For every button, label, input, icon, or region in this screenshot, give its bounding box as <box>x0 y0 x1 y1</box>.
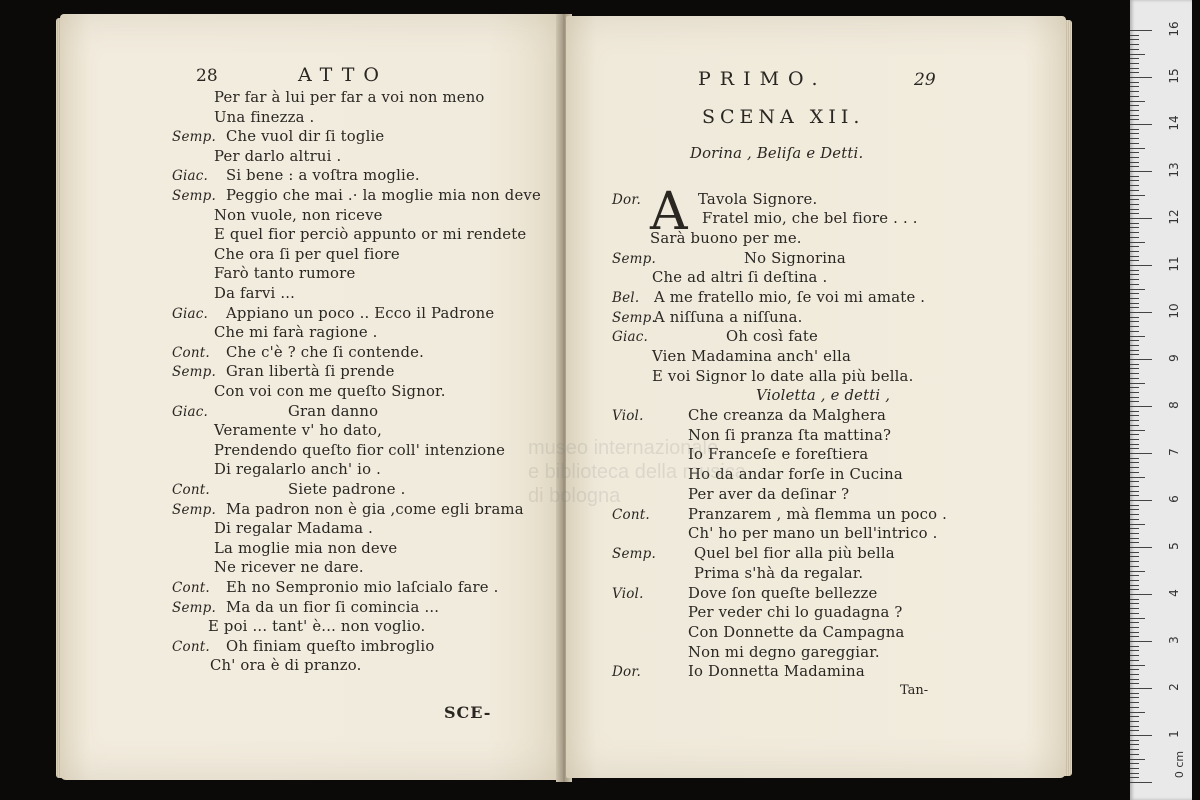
ruler-tick <box>1130 571 1145 572</box>
verse-line: Io Franceſe e foreſtiera <box>688 446 869 463</box>
ruler-number: 8 <box>1167 401 1181 409</box>
ruler-tick <box>1130 538 1139 539</box>
verse-line: Per darlo altrui . <box>214 147 342 165</box>
verse-line: Fratel mio, che bel fiore . . . <box>702 210 918 227</box>
ruler-tick <box>1130 415 1139 416</box>
ruler-tick <box>1130 721 1139 722</box>
ruler-tick <box>1130 528 1139 529</box>
ruler-tick <box>1130 260 1139 261</box>
speaker-label: Giac. <box>172 168 209 185</box>
ruler-tick <box>1130 481 1139 482</box>
ruler-tick <box>1130 467 1139 468</box>
ruler-tick <box>1130 176 1139 177</box>
ruler-tick <box>1130 462 1139 463</box>
ruler-tick <box>1130 665 1145 666</box>
verse-line: Quel bel fior alla più bella <box>694 545 895 562</box>
scene-characters: Dorina , Beliſa e Detti. <box>690 145 864 162</box>
ruler-tick <box>1130 650 1139 651</box>
ruler-tick <box>1130 58 1139 59</box>
verse-line: Ho da andar forſe in Cucina <box>688 466 903 483</box>
verse-line: Per far à lui per far a voi non meno <box>214 89 485 106</box>
ruler-tick <box>1130 613 1139 614</box>
speaker-label: Cont. <box>612 507 650 523</box>
speaker-label: Cont. <box>172 344 210 361</box>
ruler-tick <box>1130 368 1139 369</box>
verse-line: Non ſi pranza ſta mattina? <box>688 427 892 444</box>
verse-line: E voi Signor lo date alla più bella. <box>652 368 914 385</box>
ruler-tick <box>1130 608 1139 609</box>
ruler-tick <box>1130 759 1145 760</box>
watermark-line: e biblioteca della musica <box>528 461 746 483</box>
ruler-tick <box>1130 603 1139 604</box>
ruler-tick <box>1130 312 1152 313</box>
ruler-tick <box>1130 679 1139 680</box>
ruler-tick <box>1130 782 1152 783</box>
ruler-tick <box>1130 77 1152 78</box>
verse-line: Io Donnetta Madamina <box>688 663 865 680</box>
ruler-tick <box>1130 274 1139 275</box>
ruler-tick <box>1130 777 1139 778</box>
verse-line: Con voi con me queſto Signor. <box>214 383 446 400</box>
ruler-tick <box>1130 712 1145 713</box>
catchword-left: SCE- <box>444 703 492 722</box>
ruler-tick <box>1130 387 1139 388</box>
ruler-tick <box>1130 331 1139 332</box>
ruler-tick <box>1130 524 1145 525</box>
page-number-right: 29 <box>914 70 936 90</box>
ruler-tick <box>1130 486 1139 487</box>
ruler-tick <box>1130 420 1139 421</box>
ruler-tick <box>1130 91 1139 92</box>
verse-line: E poi ... tant' è... non voglio. <box>208 618 426 636</box>
ruler-tick <box>1130 82 1139 83</box>
ruler-tick <box>1130 115 1139 116</box>
ruler-tick <box>1130 232 1139 233</box>
ruler-tick <box>1130 209 1139 210</box>
ruler-tick <box>1130 411 1139 412</box>
verse-line: Tavola Signore. <box>698 191 818 208</box>
ruler-tick <box>1130 397 1139 398</box>
ruler-tick <box>1130 72 1139 73</box>
ruler-tick <box>1130 129 1139 130</box>
verse-line: Da farvi ... <box>214 285 296 302</box>
ruler-tick <box>1130 256 1139 257</box>
ruler-number: 13 <box>1167 162 1181 178</box>
ruler-tick <box>1130 491 1139 492</box>
verse-line: Ma padron non è gia ,come egli brama <box>226 500 524 518</box>
ruler-tick <box>1130 505 1139 506</box>
speaker-label: Cont. <box>172 638 210 655</box>
ruler-tick <box>1130 345 1139 346</box>
ruler-tick <box>1130 218 1152 219</box>
ruler-tick <box>1130 589 1139 590</box>
ruler-tick <box>1130 336 1145 337</box>
ruler-number: 12 <box>1167 209 1181 225</box>
ruler-tick <box>1130 425 1139 426</box>
ruler-tick <box>1130 383 1145 384</box>
speaker-label: Giac. <box>172 305 209 322</box>
ruler-tick <box>1130 63 1139 64</box>
ruler-tick <box>1130 270 1139 271</box>
ruler-tick <box>1130 594 1152 595</box>
ruler-tick <box>1130 317 1139 318</box>
ruler-tick <box>1130 726 1139 727</box>
ruler-tick <box>1130 378 1139 379</box>
ruler-tick <box>1130 636 1139 637</box>
verse-line: Oh finiam queſto imbroglio <box>226 637 435 655</box>
verse-line: Violetta , e detti , <box>756 387 891 404</box>
verse-line: La moglie mia non deve <box>214 539 398 557</box>
ruler-number: 7 <box>1167 448 1181 456</box>
ruler-tick <box>1130 326 1139 327</box>
ruler-tick <box>1130 195 1145 196</box>
verse-line: Sarà buono per me. <box>650 230 802 247</box>
ruler-tick <box>1130 49 1139 50</box>
ruler-tick <box>1130 96 1139 97</box>
ruler-tick <box>1130 148 1145 149</box>
ruler-tick <box>1130 641 1152 642</box>
ruler-tick <box>1130 716 1139 717</box>
speaker-label: Dor. <box>612 664 642 680</box>
ruler-tick <box>1130 289 1145 290</box>
ruler-tick <box>1130 646 1139 647</box>
ruler-tick <box>1130 509 1139 510</box>
measurement-ruler <box>1130 0 1192 800</box>
ruler-tick <box>1130 697 1139 698</box>
ruler-number: 11 <box>1167 256 1181 272</box>
ruler-tick <box>1130 566 1139 567</box>
speaker-label: Dor. <box>612 192 642 208</box>
ruler-tick <box>1130 54 1145 55</box>
ruler-tick <box>1130 68 1139 69</box>
verse-line: Ch' ho per mano un bell'intrico . <box>688 525 938 542</box>
ruler-tick <box>1130 627 1139 628</box>
ruler-tick <box>1130 321 1139 322</box>
ruler-tick <box>1130 242 1145 243</box>
ruler-tick <box>1130 472 1139 473</box>
verse-line: No Signorina <box>744 250 846 267</box>
verse-line: Eh no Sempronio mio laſcialo fare . <box>226 579 499 596</box>
ruler-number: 1 <box>1167 730 1181 738</box>
ruler-tick <box>1130 434 1139 435</box>
ruler-number: 9 <box>1167 354 1181 362</box>
verse-line: Non vuole, non riceve <box>214 206 383 224</box>
speaker-label: Semp. <box>172 501 216 518</box>
verse-line: Una finezza . <box>214 108 315 126</box>
verse-line: Con Donnette da Campagna <box>688 624 905 641</box>
ruler-tick <box>1130 763 1139 764</box>
ruler-tick <box>1130 655 1139 656</box>
verse-line: Gran danno <box>288 402 379 420</box>
ruler-tick <box>1130 580 1139 581</box>
ruler-tick <box>1130 35 1139 36</box>
ruler-tick <box>1130 688 1152 689</box>
ruler-tick <box>1130 223 1139 224</box>
verse-line: Veramente v' ho dato, <box>214 422 383 440</box>
ruler-tick <box>1130 392 1139 393</box>
ruler-tick <box>1130 251 1139 252</box>
ruler-tick <box>1130 227 1139 228</box>
ruler-tick <box>1130 166 1139 167</box>
verse-line: Gran libertà ſi prende <box>226 363 395 381</box>
ruler-tick <box>1130 533 1139 534</box>
ruler-tick <box>1130 265 1152 266</box>
ruler-tick <box>1130 298 1139 299</box>
ruler-tick <box>1130 754 1139 755</box>
ruler-tick <box>1130 204 1139 205</box>
ruler-tick <box>1130 44 1139 45</box>
running-head-right: PRIMO. <box>698 68 827 90</box>
verse-line: Che ora ſi per quel fiore <box>214 245 400 263</box>
ruler-tick <box>1130 453 1152 454</box>
ruler-tick <box>1130 660 1139 661</box>
ruler-tick <box>1130 401 1139 402</box>
ruler-tick <box>1130 547 1152 548</box>
verse-line: Prendendo queſto fior coll' intenzione <box>214 441 506 459</box>
ruler-number: 10 <box>1167 303 1181 319</box>
verse-line: Farò tanto rumore <box>214 265 356 283</box>
ruler-tick <box>1130 39 1139 40</box>
verse-line: Che creanza da Malghera <box>688 407 887 424</box>
ruler-tick <box>1130 157 1139 158</box>
ruler-tick <box>1130 707 1139 708</box>
ruler-tick <box>1130 213 1139 214</box>
ruler-tick <box>1130 152 1139 153</box>
ruler-tick <box>1130 585 1139 586</box>
ruler-tick <box>1130 406 1152 407</box>
ruler-tick <box>1130 190 1139 191</box>
ruler-tick <box>1130 552 1139 553</box>
speaker-label: Semp. <box>612 310 656 326</box>
ruler-number: 16 <box>1167 21 1181 37</box>
verse-line: Per aver da deſinar ? <box>688 486 850 503</box>
ruler-tick <box>1130 448 1139 449</box>
ruler-tick <box>1130 439 1139 440</box>
ruler-tick <box>1130 477 1145 478</box>
ruler-tick <box>1130 599 1139 600</box>
verse-line: Per veder chi lo guadagna ? <box>688 604 903 621</box>
ruler-tick <box>1130 683 1139 684</box>
ruler-tick <box>1130 693 1139 694</box>
right-page <box>566 16 1066 778</box>
speaker-label: Semp. <box>612 546 656 562</box>
left-page <box>60 14 563 780</box>
verse-line: Che c'è ? che ſi contende. <box>226 343 425 361</box>
ruler-tick <box>1130 495 1139 496</box>
ruler-number: 15 <box>1167 68 1181 84</box>
catchword-right: Tan- <box>900 683 929 698</box>
speaker-label: Semp. <box>172 188 216 204</box>
running-head-left: ATTO <box>298 64 388 86</box>
ruler-tick <box>1130 307 1139 308</box>
verse-line: Appiano un poco .. Ecco il Padrone <box>226 304 495 322</box>
ruler-tick <box>1130 735 1152 736</box>
ruler-tick <box>1130 740 1139 741</box>
verse-line: Vien Madamina anch' ella <box>652 348 852 365</box>
verse-line: Ne ricever ne dare. <box>214 559 364 577</box>
ruler-tick <box>1130 138 1139 139</box>
verse-line: Di regalarlo anch' io . <box>214 461 381 479</box>
verse-line: Ch' ora è di pranzo. <box>210 657 362 675</box>
verse-line: E quel fior perciò appunto or mi rendete <box>214 226 527 244</box>
watermark-line: museo internazionale <box>528 437 719 459</box>
verse-line: Che mi farà ragione . <box>214 324 378 342</box>
ruler-tick <box>1130 180 1139 181</box>
ruler-tick <box>1130 86 1139 87</box>
speaker-label: Semp. <box>172 129 216 146</box>
ruler-tick <box>1130 246 1139 247</box>
ruler-tick <box>1130 101 1145 102</box>
page-number-left: 28 <box>196 66 218 86</box>
ruler-tick <box>1130 575 1139 576</box>
ruler-tick <box>1130 237 1139 238</box>
ruler-tick <box>1130 364 1139 365</box>
ruler-number: 14 <box>1167 115 1181 131</box>
ruler-tick <box>1130 105 1139 106</box>
speaker-label: Semp. <box>172 599 216 616</box>
speaker-label: Semp. <box>172 364 216 381</box>
ruler-tick <box>1130 632 1139 633</box>
scene-title: SCENA XII. <box>702 106 865 128</box>
speaker-label: Giac. <box>612 329 649 345</box>
verse-line: Peggio che mai .· la moglie mia non deve <box>226 187 541 204</box>
ruler-number: 6 <box>1167 495 1181 503</box>
speaker-label: Viol. <box>612 408 644 424</box>
ruler-tick <box>1130 124 1152 125</box>
ruler-tick <box>1130 171 1152 172</box>
ruler-tick <box>1130 143 1139 144</box>
verse-line: Oh così fate <box>726 328 818 345</box>
ruler-tick <box>1130 458 1139 459</box>
ruler-tick <box>1130 293 1139 294</box>
ruler-number: 3 <box>1167 636 1181 644</box>
watermark-line: di bologna <box>528 485 621 507</box>
speaker-label: Viol. <box>612 586 644 602</box>
ruler-number: 4 <box>1167 589 1181 597</box>
verse-line: Ma da un fior ſi comincia ... <box>226 598 440 616</box>
ruler-tick <box>1130 519 1139 520</box>
ruler-tick <box>1130 444 1139 445</box>
verse-line: Dove ſon queſte bellezze <box>688 585 878 602</box>
ruler-tick <box>1130 773 1139 774</box>
ruler-tick <box>1130 618 1145 619</box>
ruler-tick <box>1130 199 1139 200</box>
speaker-label: Giac. <box>172 403 209 420</box>
ruler-tick <box>1130 284 1139 285</box>
ruler-unit-label: 0 cm <box>1173 750 1187 779</box>
ruler-tick <box>1130 162 1139 163</box>
verse-line: Che ad altri ſi deſtina . <box>652 269 828 286</box>
ruler-tick <box>1130 110 1139 111</box>
verse-line: Che vuol dir ſi toglie <box>226 128 385 146</box>
ruler-tick <box>1130 185 1139 186</box>
ruler-tick <box>1130 622 1139 623</box>
ruler-tick <box>1130 749 1139 750</box>
ruler-tick <box>1130 373 1139 374</box>
ruler-tick <box>1130 556 1139 557</box>
ruler-tick <box>1130 303 1139 304</box>
verse-line: Si bene : a voſtra moglie. <box>226 167 420 185</box>
ruler-tick <box>1130 730 1139 731</box>
ruler-tick <box>1130 430 1145 431</box>
ruler-tick <box>1130 542 1139 543</box>
speaker-label: Cont. <box>172 482 210 498</box>
ruler-number: 5 <box>1167 542 1181 550</box>
ruler-tick <box>1130 702 1139 703</box>
ruler-tick <box>1130 133 1139 134</box>
ruler-tick <box>1130 119 1139 120</box>
verse-line: Di regalar Madama . <box>214 520 374 538</box>
ruler-tick <box>1130 500 1152 501</box>
drop-cap: A <box>650 182 688 242</box>
library-watermark <box>528 436 748 508</box>
ruler-number: 2 <box>1167 683 1181 691</box>
ruler-tick <box>1130 279 1139 280</box>
ruler-tick <box>1130 354 1139 355</box>
verse-line: Prima s'hà da regalar. <box>694 565 864 582</box>
ruler-tick <box>1130 768 1139 769</box>
verse-line: Non mi degno gareggiar. <box>688 644 880 661</box>
speaker-label: Bel. <box>612 290 640 306</box>
verse-line: Pranzarem , mà flemma un poco . <box>688 506 948 523</box>
ruler-tick <box>1130 669 1139 670</box>
ruler-tick <box>1130 350 1139 351</box>
speaker-label: Cont. <box>172 580 210 596</box>
ruler-tick <box>1130 561 1139 562</box>
verse-line: A niſſuna a niſſuna. <box>654 309 803 326</box>
ruler-tick <box>1130 340 1139 341</box>
ruler-tick <box>1130 30 1152 31</box>
verse-line: A me fratello mio, ſe voi mi amate . <box>654 289 926 306</box>
ruler-tick <box>1130 744 1139 745</box>
ruler-tick <box>1130 514 1139 515</box>
speaker-label: Semp. <box>612 251 656 267</box>
ruler-tick <box>1130 359 1152 360</box>
verse-line: Siete padrone . <box>288 481 406 498</box>
ruler-tick <box>1130 674 1139 675</box>
